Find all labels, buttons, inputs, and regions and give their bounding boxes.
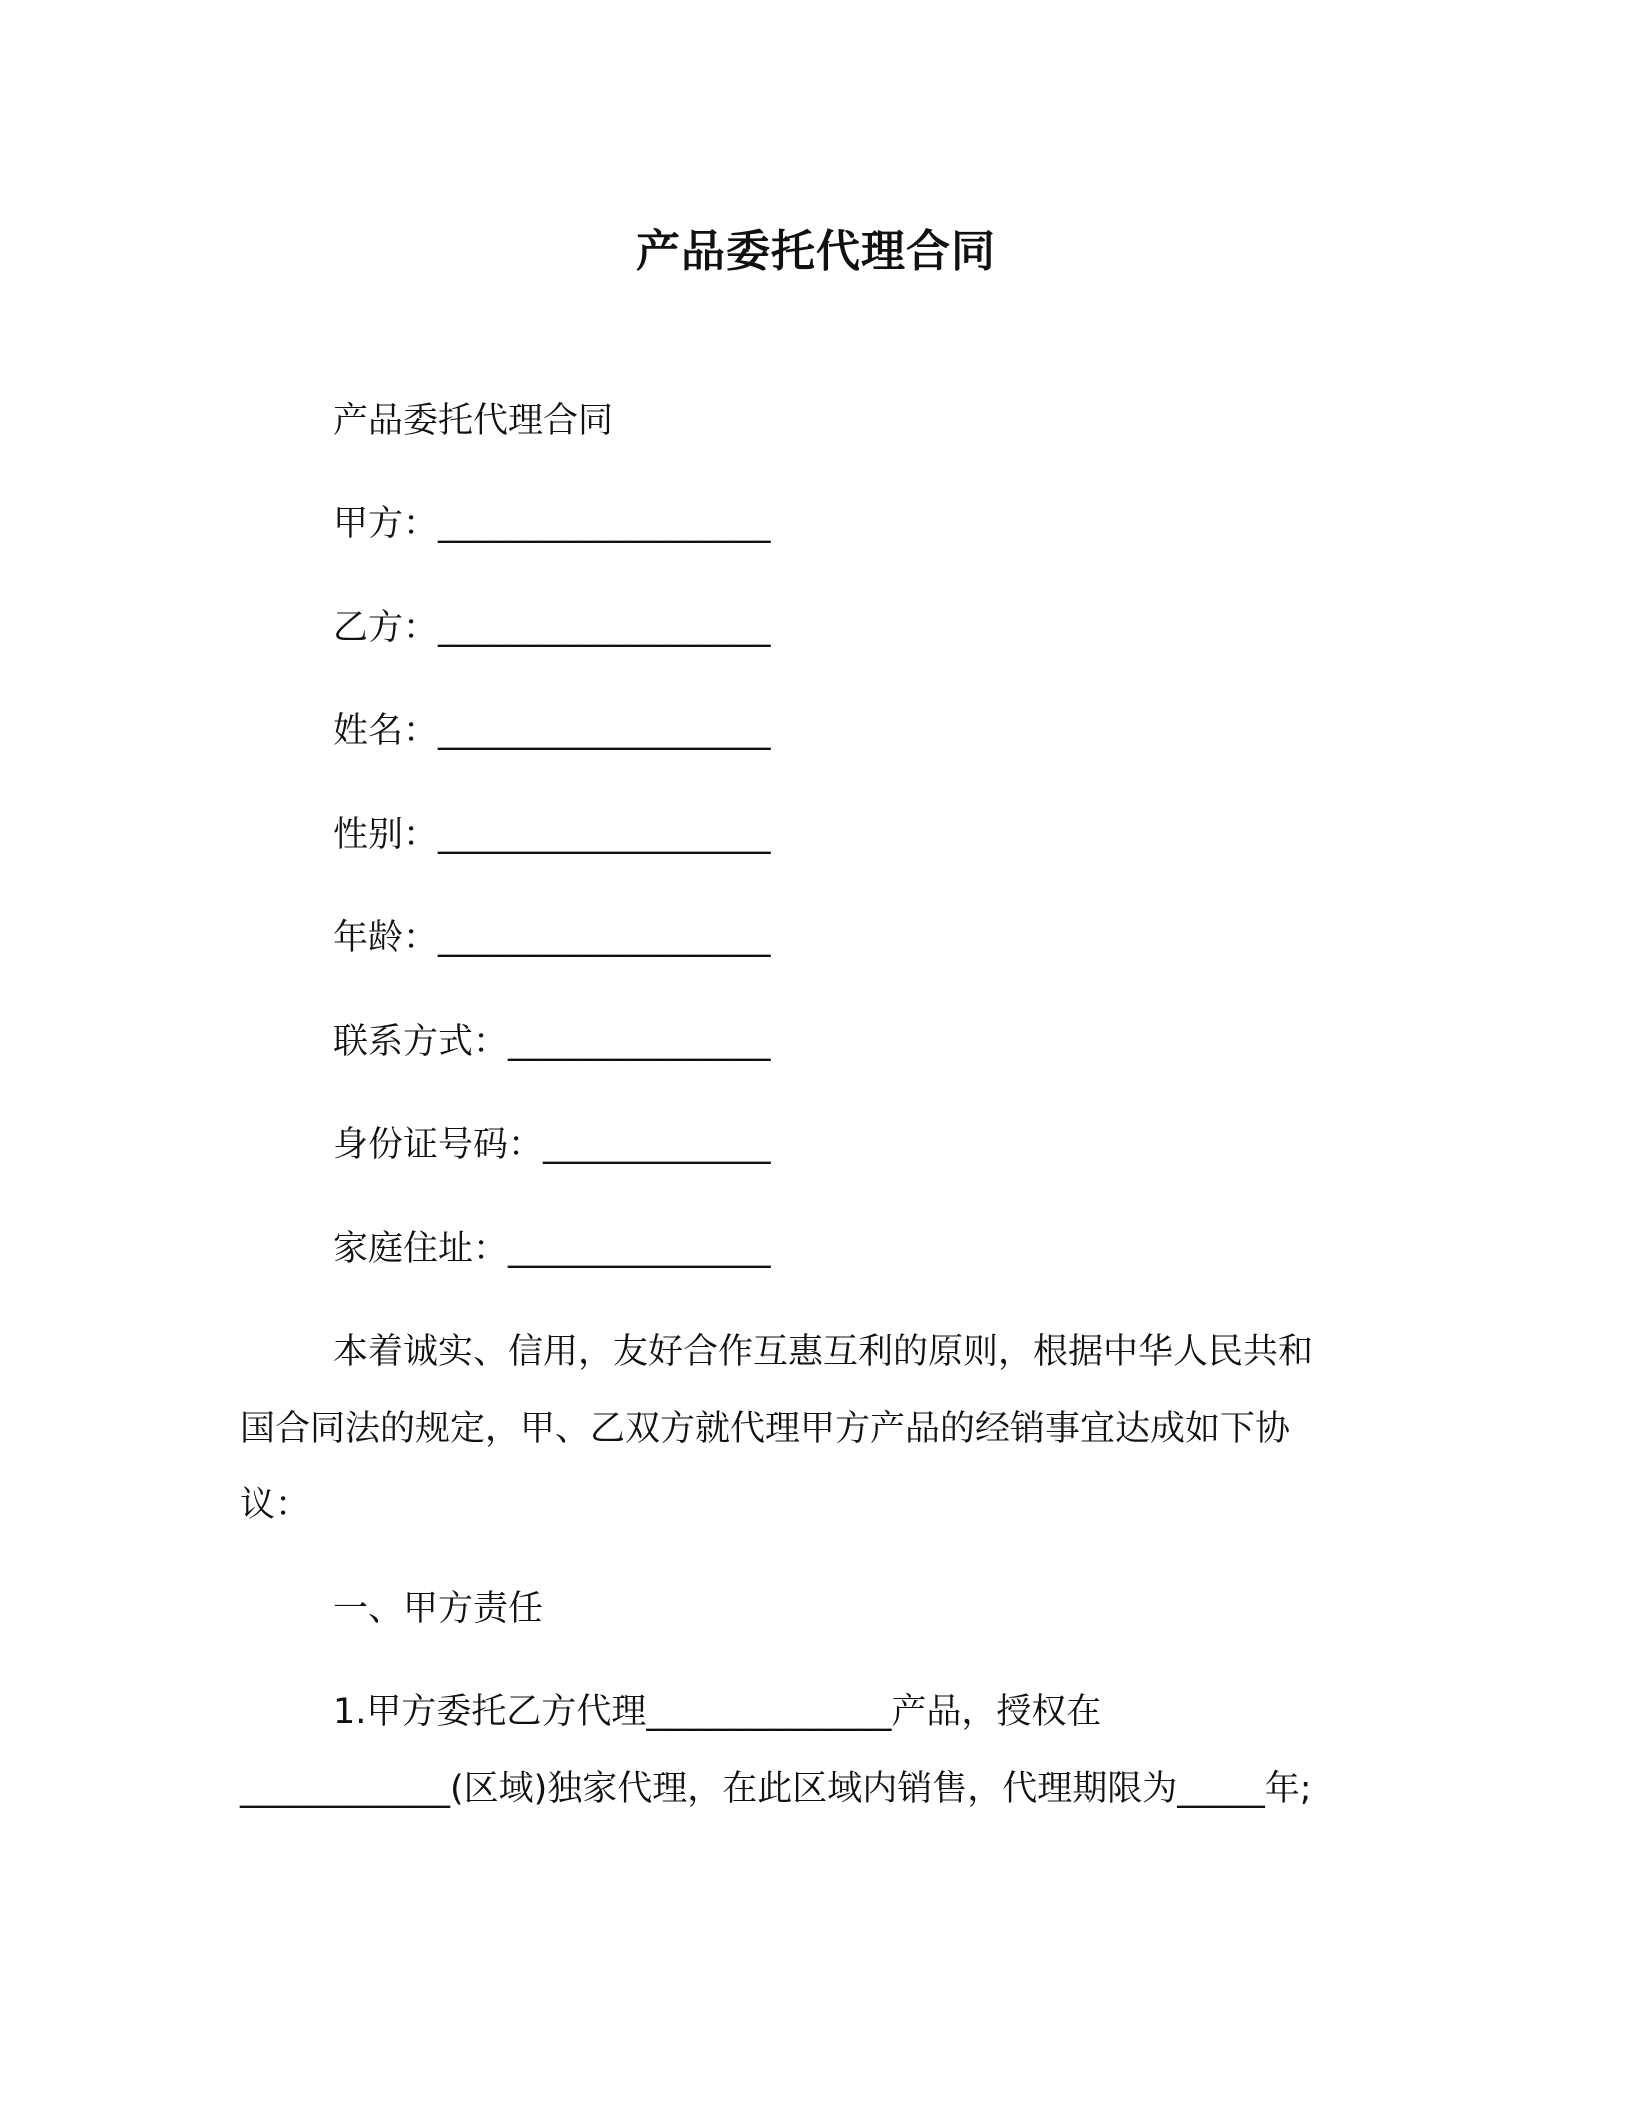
field-id-number — [333, 1121, 771, 1169]
field-gender — [333, 811, 771, 859]
document-title: 产品委托代理合同 — [636, 226, 996, 277]
preamble-line-1: 本着诚实、信用，友好合作互惠互利的原则，根据中华人民共和 — [333, 1332, 1314, 1372]
field-label: 家庭住址： — [333, 1229, 509, 1269]
field-name — [333, 707, 771, 755]
field-label: 身份证号码： — [333, 1125, 544, 1165]
field-blank: ___________________ — [438, 711, 771, 751]
field-label: 联系方式： — [333, 1022, 509, 1062]
preamble-line-3: 议： — [240, 1485, 311, 1525]
field-party-a — [333, 500, 771, 548]
field-label: 甲方： — [333, 504, 439, 544]
document-subtitle: 产品委托代理合同 — [333, 401, 614, 441]
preamble-line-2: 国合同法的规定，甲、乙双方就代理甲方产品的经销事宜达成如下协 — [240, 1409, 1291, 1449]
field-party-b — [333, 604, 771, 652]
field-label: 性别： — [333, 815, 439, 855]
field-contact — [333, 1018, 771, 1066]
field-blank: _______________ — [508, 1229, 771, 1269]
field-blank: ___________________ — [438, 608, 771, 648]
field-label: 乙方： — [333, 608, 439, 648]
clause-1-line-2: ____________(区域)独家代理，在此区域内销售，代理期限为_____年; — [240, 1769, 1312, 1809]
field-label: 年龄： — [333, 918, 439, 958]
field-blank: ___________________ — [438, 815, 771, 855]
field-label: 姓名： — [333, 711, 439, 751]
field-blank: _______________ — [508, 1022, 771, 1062]
field-age — [333, 914, 771, 962]
field-blank: _____________ — [543, 1125, 771, 1165]
clause-1-line-1: 1.甲方委托乙方代理______________产品，授权在 — [333, 1692, 1102, 1732]
section-heading: 一、甲方责任 — [333, 1589, 544, 1629]
field-blank: ___________________ — [438, 918, 771, 958]
field-blank: ___________________ — [438, 504, 771, 544]
field-address — [333, 1225, 771, 1273]
